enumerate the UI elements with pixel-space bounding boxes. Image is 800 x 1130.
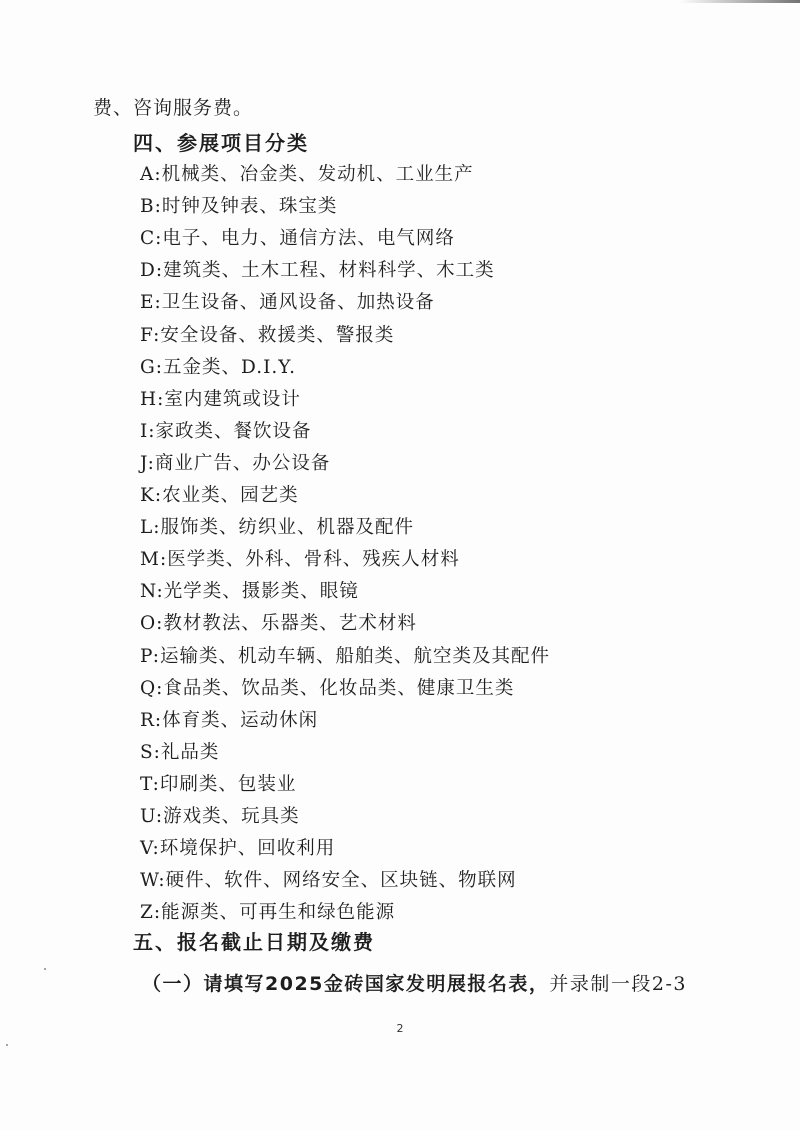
category-item — [140, 484, 299, 508]
category-item — [140, 388, 301, 412]
category-item — [140, 612, 417, 636]
category-text: 能源类、可再生和绿色能源 — [161, 902, 396, 924]
subsection-1-rest-text: 并录制一段2-3 — [549, 973, 687, 995]
category-item — [140, 548, 460, 572]
category-text: 游戏类、玩具类 — [163, 806, 300, 827]
category-text: 医学类、外科、骨科、残疾人材料 — [167, 549, 460, 571]
category-item — [140, 356, 296, 380]
category-letter: U: — [140, 806, 164, 827]
category-text: 环境保护、回收利用 — [159, 838, 336, 860]
category-text: 印刷类、包装业 — [159, 773, 297, 795]
category-letter: B: — [140, 196, 162, 218]
category-letter: N: — [140, 581, 164, 603]
subsection-1-bold-text: （一）请填写2025金砖国家发明展报名表， — [142, 973, 550, 995]
category-letter: A: — [140, 164, 162, 185]
category-letter: C: — [140, 228, 163, 250]
category-letter: R: — [140, 709, 163, 731]
category-item — [140, 227, 455, 251]
category-letter: T: — [140, 773, 160, 795]
scan-edge-shadow — [680, 0, 800, 3]
category-text: 农业类、园艺类 — [162, 485, 299, 506]
category-text: 礼品类 — [160, 741, 220, 763]
category-letter: H: — [140, 388, 165, 410]
category-text: 食品类、饮品类、化妆品类、健康卫生类 — [163, 677, 515, 699]
scan-speck — [6, 1044, 8, 1046]
category-item — [140, 741, 219, 765]
category-text: 卫生设备、通风设备、加热设备 — [161, 292, 435, 314]
category-letter: S: — [140, 741, 161, 763]
category-text: 五金类、D.I.Y. — [163, 356, 296, 378]
category-letter: W: — [140, 870, 166, 892]
category-text: 体育类、运动休闲 — [162, 709, 319, 731]
category-text: 服饰类、纺织业、机器及配件 — [160, 517, 415, 539]
category-letter: K: — [140, 485, 163, 506]
intro-line: 费、咨询服务费。 — [93, 97, 254, 119]
category-text: 安全设备、救援类、警报类 — [160, 324, 395, 346]
subsection-1-line — [142, 972, 687, 996]
category-letter: Q: — [140, 677, 164, 699]
category-text: 机械类、冶金类、发动机、工业生产 — [161, 164, 474, 185]
category-item — [140, 259, 495, 283]
category-item — [140, 324, 394, 348]
category-letter: G: — [140, 356, 164, 378]
category-letter: E: — [140, 292, 162, 314]
category-letter: O: — [140, 613, 164, 635]
category-item — [140, 516, 414, 540]
category-item — [140, 773, 296, 797]
category-item — [140, 869, 517, 893]
category-letter: Z: — [140, 902, 162, 924]
category-letter: V: — [140, 838, 160, 860]
category-item — [140, 837, 335, 861]
category-item — [140, 709, 318, 733]
category-letter: J: — [140, 452, 155, 474]
category-text: 运输类、机动车辆、船舶类、航空类及其配件 — [160, 645, 551, 667]
category-text: 硬件、软件、网络安全、区块链、物联网 — [165, 870, 517, 892]
category-item — [140, 901, 395, 925]
category-text: 家政类、餐饮设备 — [155, 420, 312, 442]
section-4-heading: 四、参展项目分类 — [133, 131, 309, 155]
category-text: 电子、电力、通信方法、电气网络 — [162, 228, 455, 250]
category-text: 光学类、摄影类、眼镜 — [163, 581, 359, 603]
category-letter: D: — [140, 260, 164, 282]
page-number: 2 — [396, 1022, 404, 1035]
category-text: 商业广告、办公设备 — [154, 452, 331, 474]
category-item — [140, 805, 300, 829]
category-item — [140, 420, 312, 444]
category-item — [140, 452, 330, 476]
category-item — [140, 645, 550, 669]
category-item — [140, 580, 359, 604]
scan-speck — [44, 968, 46, 970]
category-item — [140, 677, 514, 701]
section-5-heading: 五、报名截止日期及缴费 — [133, 930, 375, 954]
category-item — [140, 163, 474, 187]
category-text: 教材教法、乐器类、艺术材料 — [163, 613, 417, 635]
category-text: 室内建筑或设计 — [164, 388, 301, 410]
category-letter: I: — [140, 420, 156, 442]
category-text: 时钟及钟表、珠宝类 — [161, 196, 338, 218]
category-item — [140, 291, 435, 315]
category-letter: P: — [140, 645, 161, 667]
category-item — [140, 195, 337, 219]
category-text: 建筑类、土木工程、材料科学、木工类 — [163, 260, 495, 282]
category-letter: M: — [140, 549, 168, 571]
category-letter: F: — [140, 324, 161, 346]
category-letter: L: — [140, 517, 161, 539]
